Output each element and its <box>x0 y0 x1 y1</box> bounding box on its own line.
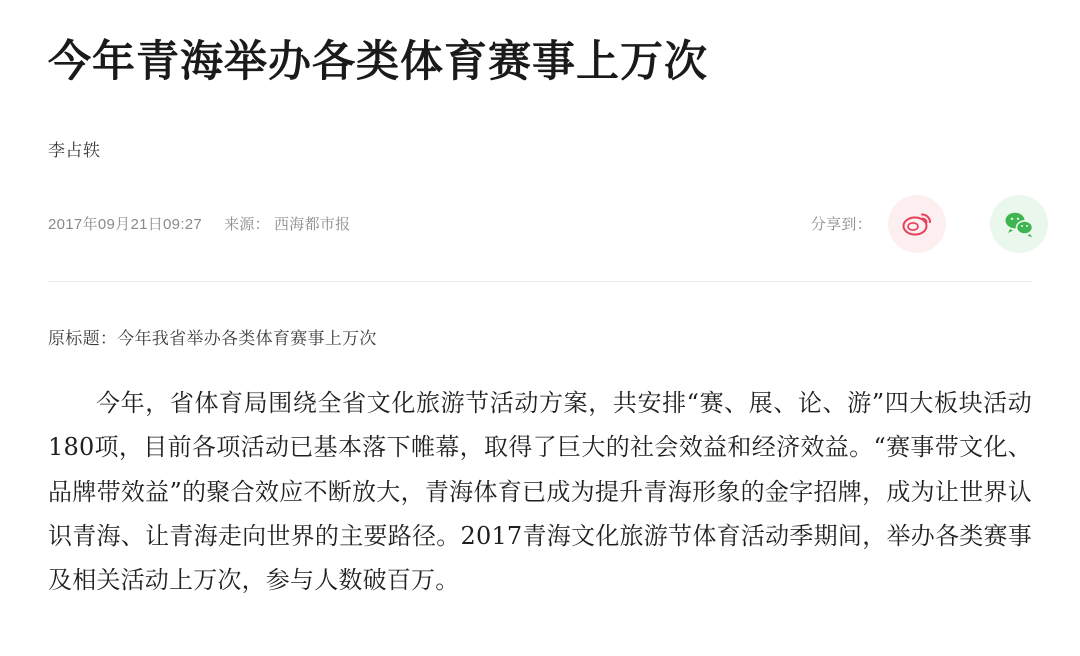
weibo-icon <box>901 211 933 237</box>
share-area <box>811 195 1032 253</box>
article-author: 李占轶 <box>48 140 101 160</box>
source-label: 来源： <box>224 216 270 234</box>
share-label: 分享到： <box>810 216 872 234</box>
weibo-share-button[interactable] <box>888 195 946 253</box>
article-meta <box>48 213 351 234</box>
article-body-paragraph: 今年，省体育局围绕全省文化旅游节活动方案，共安排“赛、展、论、游”四大板块活动180项，目前各项活动已基本落下帷幕，取得了巨大的社会效益和经济效益。“赛事带文化、品牌带效益”的聚合效应不断放大，青海体育已成为提升青海形象的金字招牌，成为让世界认识青海、让青海走向世界的主要路径。2017青海文化旅游节体育活动季期间，举办各类赛事及相关活动上万次，参与人数破百万。 <box>48 388 1032 595</box>
meta-divider <box>48 281 1032 282</box>
publish-date: 2017年09月21日09:27 <box>48 216 203 234</box>
original-title-label: 原标题： <box>48 328 118 349</box>
page-title: 今年青海举办各类体育赛事上万次 <box>48 38 708 86</box>
wechat-share-button[interactable] <box>990 195 1048 253</box>
wechat-icon <box>1003 210 1035 238</box>
original-title-row <box>48 324 1032 349</box>
original-title-text: 今年我省举办各类体育赛事上万次 <box>117 328 377 349</box>
article-meta-row <box>48 195 1032 253</box>
source-name[interactable]: 西海都市报 <box>273 216 351 234</box>
